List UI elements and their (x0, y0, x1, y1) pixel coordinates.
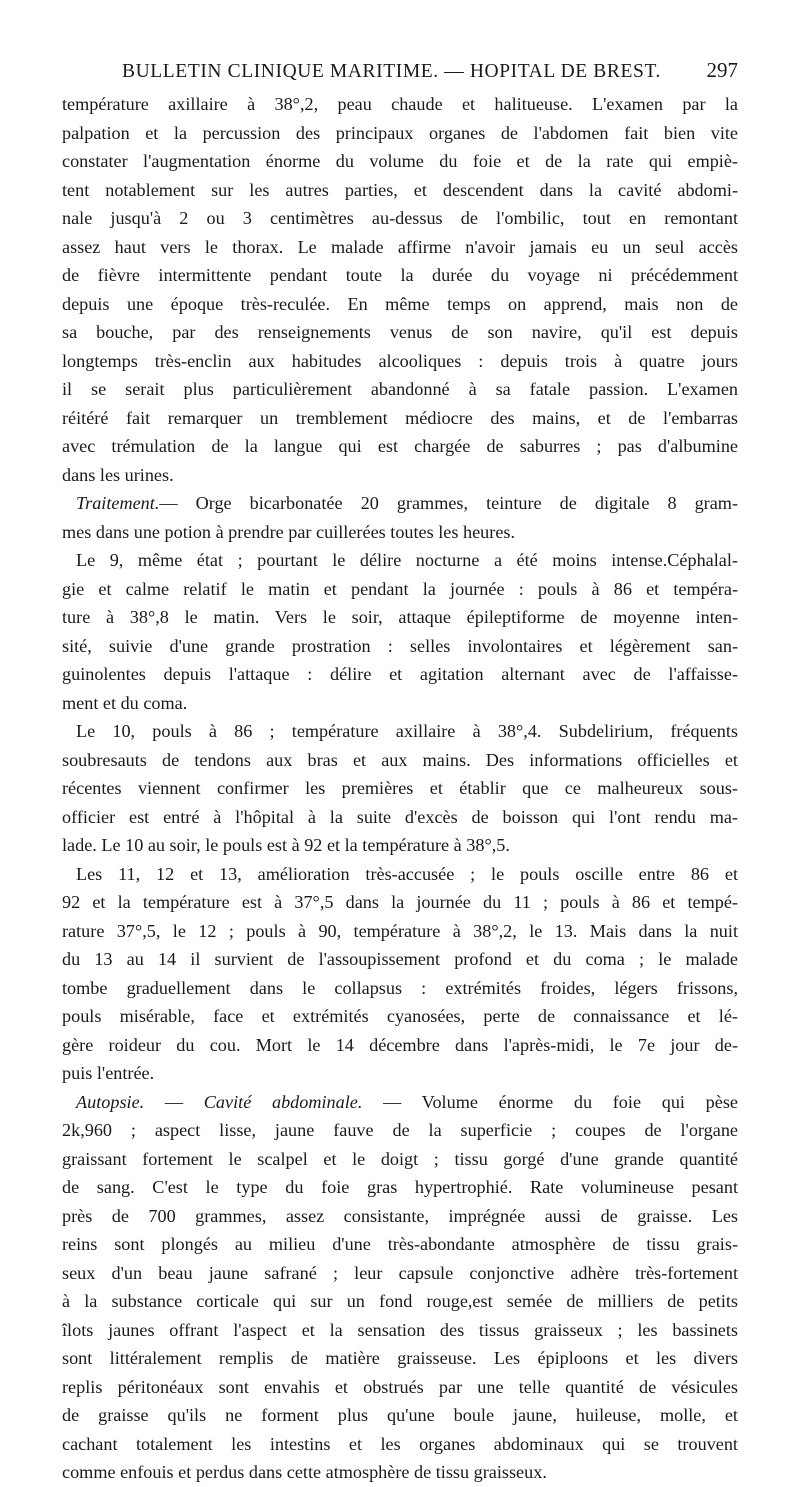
text-line: de fièvre intermittente pendant toute la durée du voyage ni précédemment (62, 265, 738, 285)
text-line: soubresauts de tendons aux bras et aux mains. Des informations officielles et (62, 749, 738, 770)
text-line: 2k,960 ; aspect lisse, jaune fauve de la superficie ; coupes de l'organe (62, 1120, 738, 1140)
paragraph-admission (62, 90, 738, 489)
text-line: puis l'entrée. (62, 1063, 155, 1083)
text-line: gère roideur du cou. Mort le 14 décembre dans l'après-midi, le 7e jour de- (62, 1034, 738, 1055)
document-page (62, 58, 738, 1487)
text-line: de graisse qu'ils ne forment plus qu'une boule jaune, huileuse, molle, et (62, 1405, 738, 1425)
text-line: rature 37°,5, le 12 ; pouls à 90, température à 38°,2, le 13. Mais dans la nuit (62, 920, 738, 941)
text-line: il se serait plus particulièrement abandonné à sa fatale passion. L'examen (62, 379, 738, 399)
text-line: sa bouche, par des renseignements venus de son navire, qu'il est depuis (62, 322, 738, 342)
text-line: replis péritonéaux sont envahis et obstrués par une telle quantité de vésicules (62, 1376, 738, 1397)
text-line: à la substance corticale qui sur un fond rouge,est semée de milliers de petits (62, 1291, 738, 1311)
text-line: officier est entré à l'hôpital à la suite d'excès de boisson qui l'ont rendu ma- (62, 806, 738, 827)
text-line: près de 700 grammes, assez consistante, imprégnée aussi de graisse. Les (62, 1205, 738, 1226)
text-line: mes dans une potion à prendre par cuillerées toutes les heures. (62, 521, 516, 542)
text-line: dans les urines. (62, 464, 174, 485)
text-line: seux d'un beau jaune safrané ; leur capsule conjonctive adhère très-fortement (62, 1262, 738, 1283)
text-line: guinolentes depuis l'attaque : délire et agitation alternant avec de l'affaisse- (62, 664, 738, 684)
text-line: ment et du coma. (62, 692, 188, 713)
body-text (62, 90, 738, 1487)
text-line: graissant fortement le scalpel et le doigt ; tissu gorgé d'une grande quantité (62, 1148, 738, 1169)
text-line: ture à 38°,8 le matin. Vers le soir, attaque épileptiforme de moyenne inten- (62, 607, 738, 627)
text-line: Les 11, 12 et 13, amélioration très-accusée ; le pouls oscille entre 86 et (76, 863, 738, 884)
text-line: îlots jaunes offrant l'aspect et la sensation des tissus graisseux ; les bassinets (62, 1319, 738, 1340)
paragraph-day-9 (62, 546, 738, 717)
text-line: du 13 au 14 il survient de l'assoupissement profond et du coma ; le malade (62, 949, 738, 969)
section-lead-treatment: Traitement. (76, 493, 160, 513)
text-line: sont littéralement remplis de matière graisseuse. Les épiploons et les divers (62, 1348, 738, 1368)
text-line: cachant totalement les intestins et les organes abdominaux qui se trouvent (62, 1433, 738, 1454)
text-line: Le 9, même état ; pourtant le délire nocturne a été moins intense.Céphalal- (76, 550, 738, 570)
text-line: Autopsie. — Cavité abdominale. — Volume énorme du foie qui pèse (76, 1091, 738, 1112)
text-line: nale jusqu'à 2 ou 3 centimètres au-dessus de l'ombilic, tout en remontant (62, 208, 738, 228)
paragraph-day-10 (62, 717, 738, 860)
text-segment: — Volume énorme du foie qui pèse (383, 1091, 738, 1112)
page-number: 297 (706, 58, 738, 82)
text-line: de sang. C'est le type du foie gras hypertrophié. Rate volumineuse pesant (62, 1177, 738, 1197)
text-line: comme enfouis et perdus dans cette atmosphère de tissu graisseux. (62, 1462, 547, 1482)
text-segment: — Orge bicarbonatée 20 grammes, teinture de digitale 8 gram- (159, 493, 738, 513)
text-line: gie et calme relatif le matin et pendant la journée : pouls à 86 et tempéra- (62, 578, 738, 599)
paragraph-days-11-14 (62, 860, 738, 1088)
text-line (62, 489, 738, 518)
section-lead-autopsy: Autopsie. (76, 1091, 145, 1112)
text-line: pouls misérable, face et extrémités cyanosées, perte de connaissance et lé- (62, 1006, 738, 1026)
text-line: palpation et la percussion des principaux organes de l'abdomen fait bien vite (62, 122, 738, 143)
running-title: BULLETIN CLINIQUE MARITIME. — HOPITAL DE BREST. (122, 61, 661, 82)
text-line: depuis une époque très-reculée. En même temps on apprend, mais non de (62, 293, 738, 314)
text-line: lade. Le 10 au soir, le pouls est à 92 et la température à 38°,5. (62, 835, 510, 855)
text-line: température axillaire à 38°,2, peau chaude et halitueuse. L'examen par la (62, 94, 738, 114)
text-line: réitéré fait remarquer un tremblement médiocre des mains, et de l'embarras (62, 407, 738, 428)
text-line: avec trémulation de la langue qui est chargée de saburres ; pas d'albumine (62, 436, 738, 456)
running-header (62, 58, 738, 90)
text-line: 92 et la température est à 37°,5 dans la journée du 11 ; pouls à 86 et tempé- (62, 892, 738, 912)
text-line: longtemps très-enclin aux habitudes alcooliques : depuis trois à quatre jours (62, 350, 738, 371)
text-line: tombe graduellement dans le collapsus : extrémités froides, légers frissons, (62, 977, 738, 998)
section-lead-abdominal-cavity: Cavité abdominale. (203, 1091, 363, 1112)
text-line: tent notablement sur les autres parties, et descendent dans la cavité abdomi- (62, 179, 738, 200)
text-line: Le 10, pouls à 86 ; température axillaire à 38°,4. Subdelirium, fréquents (76, 721, 738, 741)
text-line: reins sont plongés au milieu d'une très-abondante atmosphère de tissu grais- (62, 1234, 738, 1254)
text-line: constater l'augmentation énorme du volume du foie et de la rate qui empiè- (62, 151, 738, 171)
text-line: récentes viennent confirmer les premières et établir que ce malheureux sous- (62, 778, 738, 798)
text-line: assez haut vers le thorax. Le malade affirme n'avoir jamais eu un seul accès (62, 236, 738, 257)
paragraph-treatment (62, 489, 738, 546)
paragraph-autopsy (62, 1088, 738, 1487)
text-line: sité, suivie d'une grande prostration : selles involontaires et légèrement san- (62, 635, 738, 656)
